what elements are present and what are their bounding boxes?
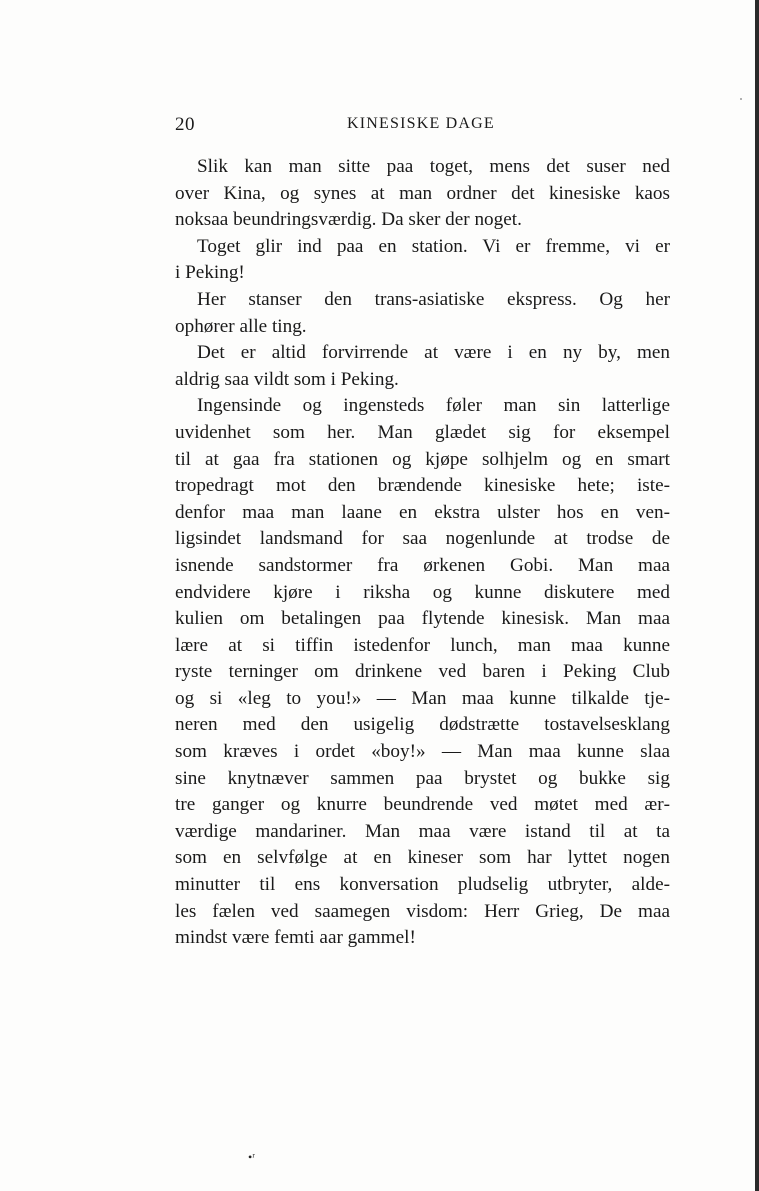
text-line: Toget glir ind paa en station. Vi er fremme, vi er xyxy=(197,235,670,257)
dust-speck-icon xyxy=(740,98,742,100)
text-line: Her stanser den trans‑asiatiske ekspress. Og her xyxy=(197,288,670,310)
text-line: som en selvfølge at en kineser som har lyttet nogen xyxy=(175,847,670,869)
text-line: tropedragt mot den brændende kinesiske hete; iste‑ xyxy=(175,475,670,497)
page-header xyxy=(175,114,670,140)
page-edge xyxy=(755,0,759,1191)
text-line: og si «leg to you!» — Man maa kunne tilkalde tje‑ xyxy=(175,687,670,709)
text-line: les fælen ved saamegen visdom: Herr Grieg, De maa xyxy=(175,900,670,922)
text-line: ryste terninger om drinkene ved baren i Peking Club xyxy=(175,661,670,683)
running-title: KINESISKE DAGE xyxy=(347,115,495,132)
print-speck-icon: •ʳ xyxy=(248,1150,255,1164)
body-text xyxy=(175,154,670,952)
text-line: isnende sandstormer fra ørkenen Gobi. Man maa xyxy=(175,554,670,576)
text-line: værdige mandariner. Man maa være istand til at ta xyxy=(175,820,670,842)
text-line: endvidere kjøre i riksha og kunne diskutere med xyxy=(175,581,670,603)
text-line: ligsindet landsmand for saa nogenlunde at trodse de xyxy=(175,528,670,550)
text-line: ophører alle ting. xyxy=(175,315,307,337)
text-line: denfor maa man laane en ekstra ulster hos en ven‑ xyxy=(175,501,670,523)
text-line: Det er altid forvirrende at være i en ny by, men xyxy=(197,342,670,364)
text-line: som kræves i ordet «boy!» — Man maa kunne slaa xyxy=(175,741,670,763)
text-line: i Peking! xyxy=(175,262,245,284)
text-line: mindst være femti aar gammel! xyxy=(175,927,416,949)
text-line: minutter til ens konversation pludselig utbryter, alde‑ xyxy=(175,874,670,896)
text-line: aldrig saa vildt som i Peking. xyxy=(175,368,399,390)
text-line: kulien om betalingen paa flytende kinesisk. Man maa xyxy=(175,608,670,630)
text-line: Ingensinde og ingensteds føler man sin latterlige xyxy=(197,395,670,417)
text-line: til at gaa fra stationen og kjøpe solhjelm og en smart xyxy=(175,448,670,470)
text-line: noksaa beundringsværdig. Da sker der noget. xyxy=(175,209,522,231)
page-number: 20 xyxy=(175,114,195,135)
text-line: over Kina, og synes at man ordner det kinesiske kaos xyxy=(175,182,670,204)
text-line: neren med den usigelig dødstrætte tostavelsesklang xyxy=(175,714,670,736)
text-line: tre ganger og knurre beundrende ved møtet med ær‑ xyxy=(175,794,670,816)
text-line: lære at si tiffin istedenfor lunch, man maa kunne xyxy=(175,634,670,656)
text-line: Slik kan man sitte paa toget, mens det suser ned xyxy=(197,156,670,177)
text-line: uvidenhet som her. Man glædet sig for eksempel xyxy=(175,421,670,443)
text-line: sine knytnæver sammen paa brystet og bukke sig xyxy=(175,767,670,789)
